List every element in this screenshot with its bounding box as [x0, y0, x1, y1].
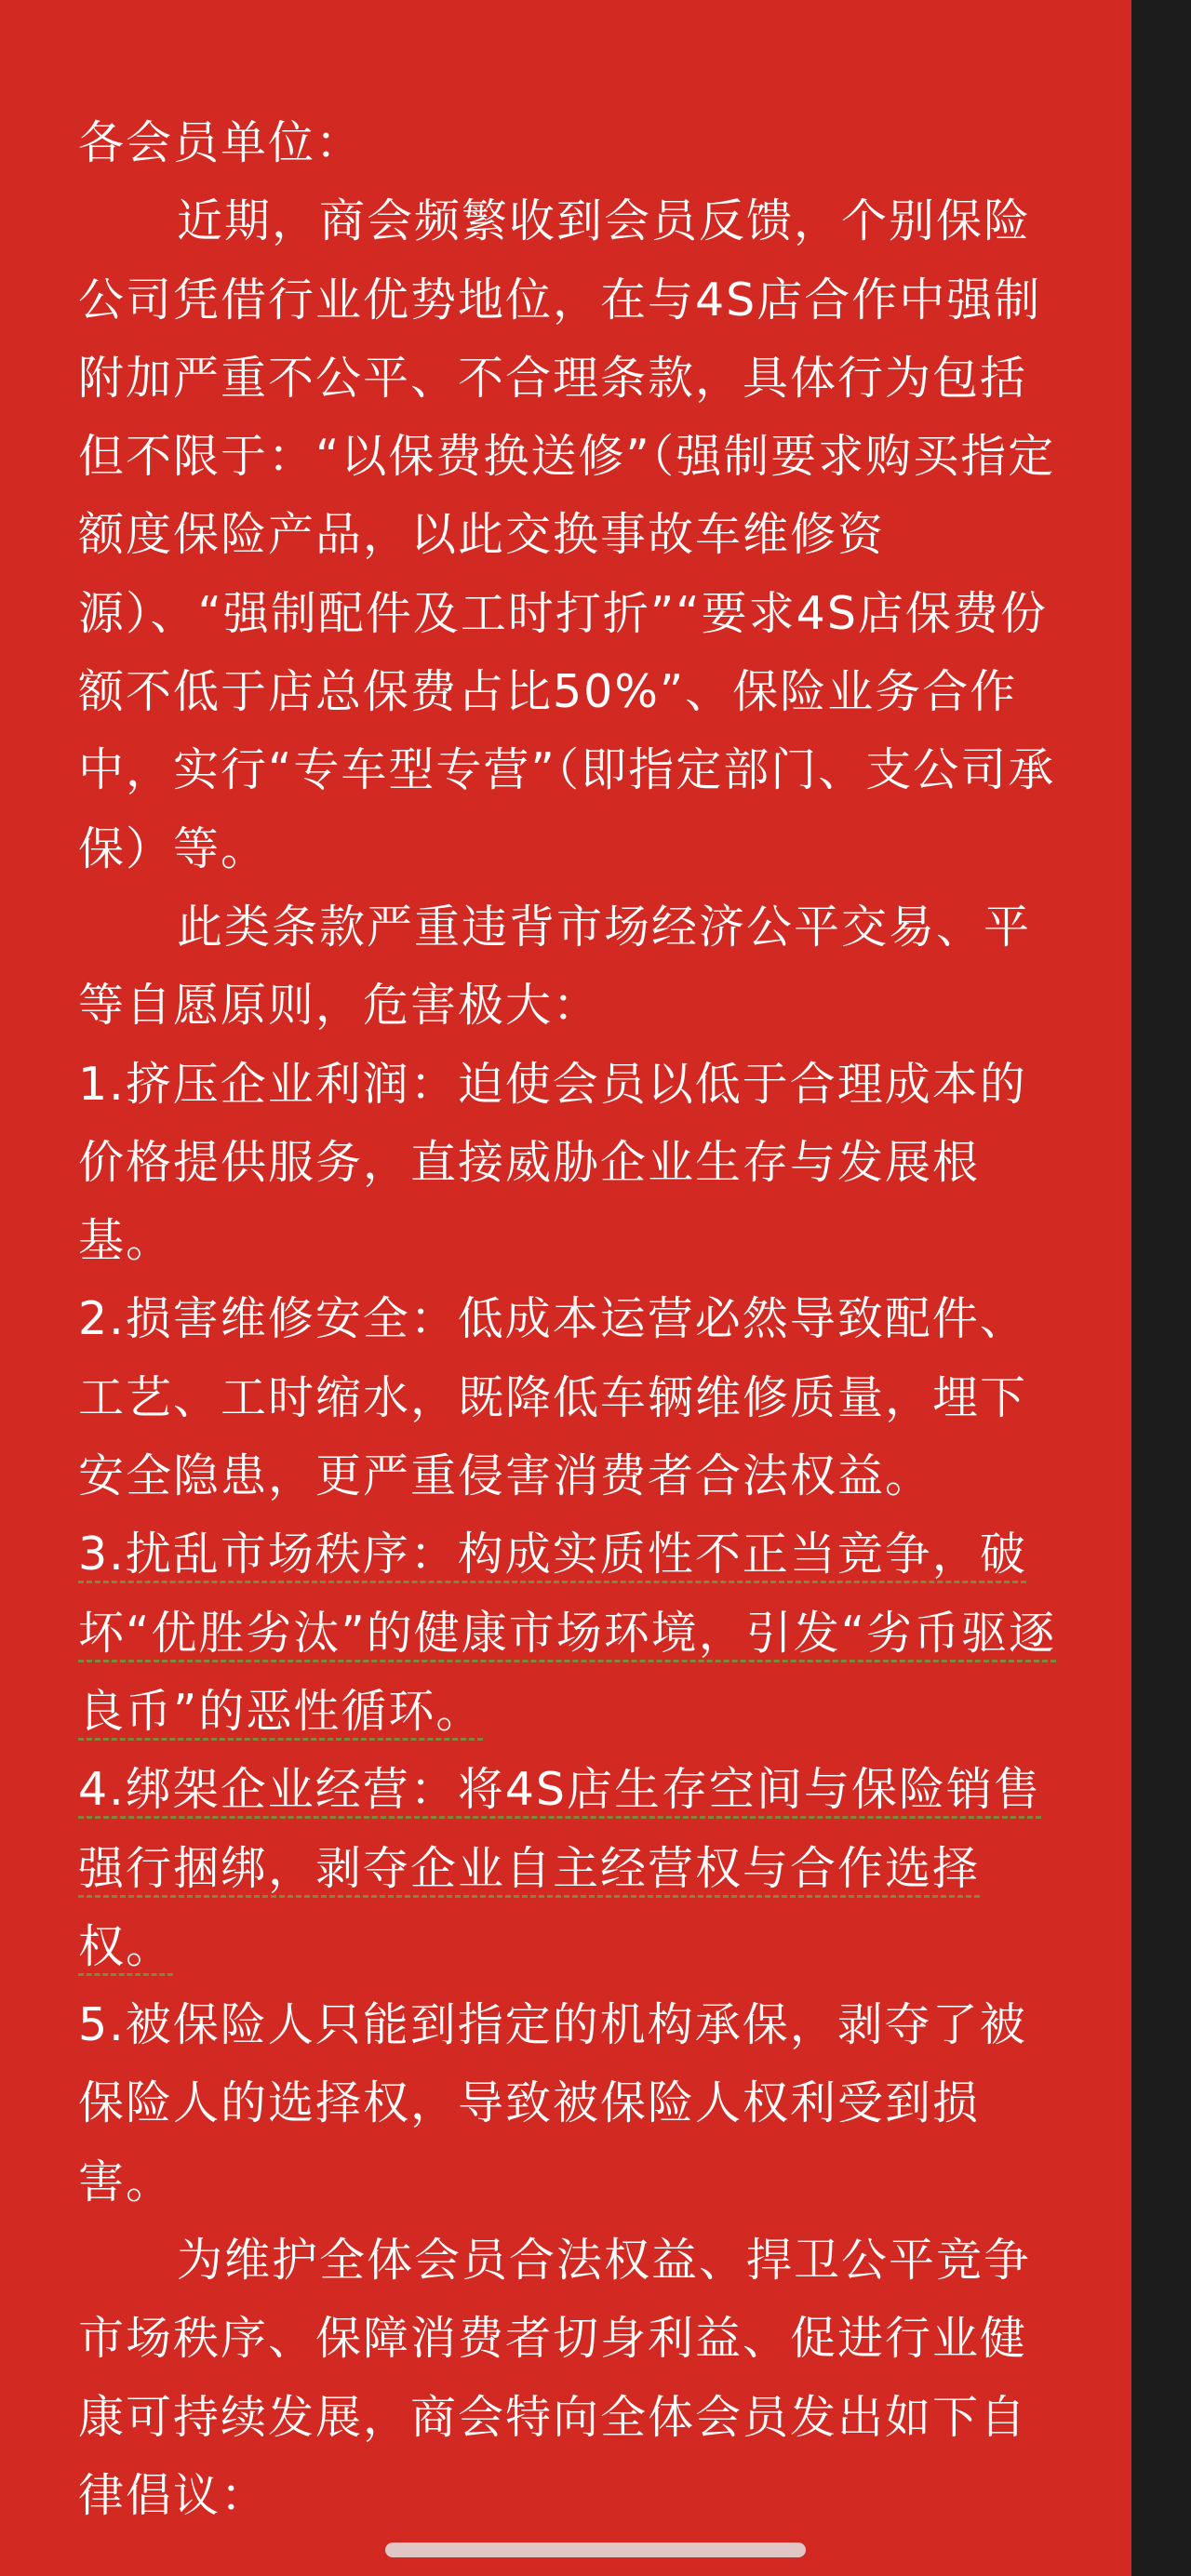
list-item-profit: 1.挤压企业利润：迫使会员以低于合理成本的价格提供服务，直接威胁企业生存与发展根基。: [78, 1057, 1027, 1268]
side-strip: [1131, 0, 1191, 2576]
paragraph-background: 近期，商会频繁收到会员反馈，个别保险公司凭借行业优势地位，在与4S店合作中强制附加严重不公平、不合理条款，具体行为包括但不限于：“以保费换送修”（强制要求购买指定额度保险产品，以此交换事故车维修资源）、“强制配件及工时打折”“要求4S店保费份额不低于店总保费占比50%”、保险业务合作中，实行“专车型专营”（即指定部门、支公司承保）等。: [78, 194, 1056, 875]
home-indicator[interactable]: [385, 2543, 806, 2557]
document-body: [78, 104, 1064, 2535]
list-item-safety: 2.损害维修安全：低成本运营必然导致配件、工艺、工时缩水，既降低车辆维修质量，埋下安全隐患，更严重侵害消费者合法权益。: [78, 1292, 1028, 1503]
paragraph-harm-intro: 此类条款严重违背市场经济公平交易、平等自愿原则，危害极大：: [78, 900, 1032, 1033]
list-item-business: 4.绑架企业经营：将4S店生存空间与保险销售强行捆绑，剥夺企业自主经营权与合作选择权。: [78, 1763, 1042, 1973]
paragraph-initiative: 为维护全体会员合法权益、捍卫公平竞争市场秩序、保障消费者切身利益、促进行业健康可持续发展，商会特向全体会员发出如下自律倡议：: [78, 2234, 1032, 2522]
salutation: 各会员单位：: [78, 116, 364, 169]
list-item-insured-choice: 5.被保险人只能到指定的机构承保，剥夺了被保险人的选择权，导致被保险人权利受到损害。: [78, 1998, 1027, 2209]
list-item-market-order: 3.扰乱市场秩序：构成实质性不正当竞争，破坏“优胜劣汰”的健康市场环境，引发“劣币驱逐良币”的恶性循环。: [78, 1528, 1057, 1738]
